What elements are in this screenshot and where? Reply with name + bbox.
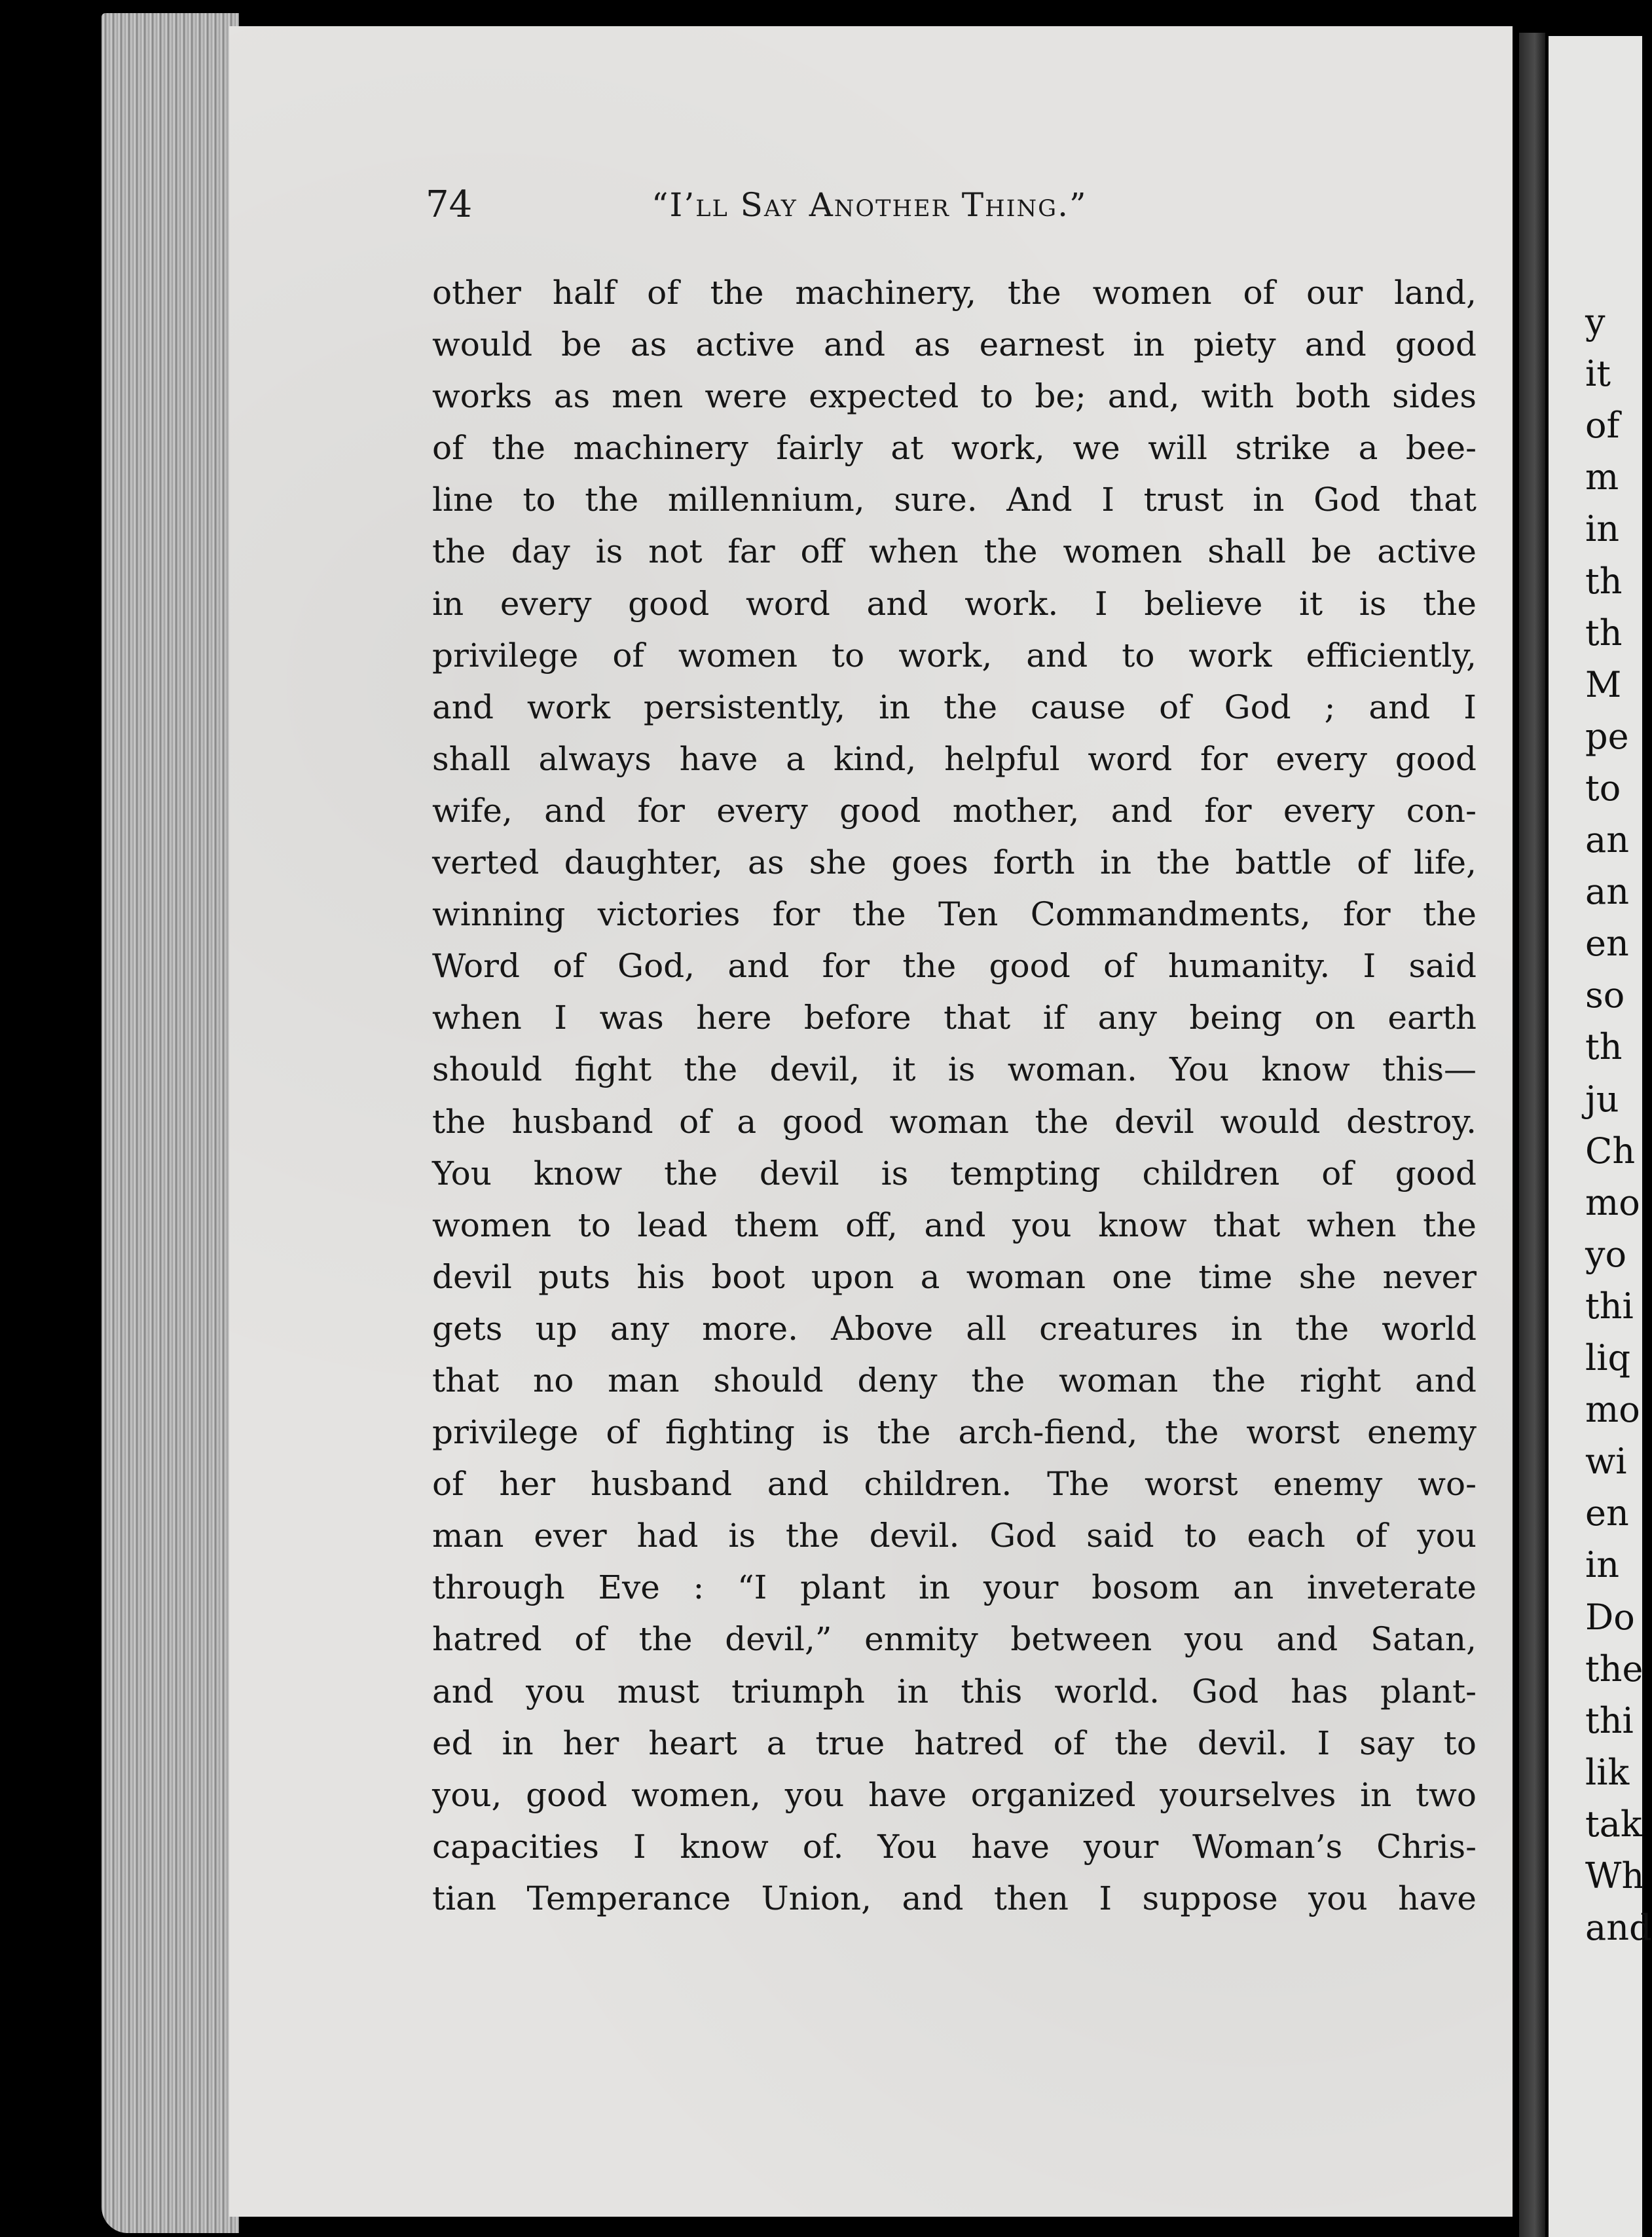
next-page-fragment: so [1585,974,1625,1016]
next-page-fragment: lik [1585,1751,1630,1793]
next-page-fragment: ju [1585,1078,1619,1120]
text-line: man ever had is the devil. God said to each of you [432,1517,1477,1555]
text-line: capacities I know of. You have your Woman’s Chris- [432,1827,1477,1866]
text-line: the day is not far off when the women shall be active [432,532,1477,571]
text-line: when I was here before that if any being on earth [432,999,1477,1037]
next-page-fragment: th [1585,560,1623,602]
next-page-fragment: to [1585,767,1621,809]
text-line: hatred of the devil,” enmity between you and Satan, [432,1620,1477,1659]
next-page-fragment: it [1585,353,1611,395]
next-page-fragment: wi [1585,1441,1627,1483]
text-line: that no man should deny the woman the right and [432,1361,1477,1399]
next-page-fragment: pe [1585,715,1629,757]
text-line: women to lead them off, and you know that when the [432,1206,1477,1244]
text-line: ed in her heart a true hatred of the devil. I say to [432,1724,1477,1762]
text-line: verted daughter, as she goes forth in the battle of life, [432,843,1477,882]
next-page-fragment: th [1585,612,1623,654]
next-page-fragment: y [1585,301,1606,342]
body-text [432,267,1477,1925]
page-header [426,183,1342,236]
text-line: other half of the machinery, the women of our land, [432,274,1477,312]
text-line: of her husband and children. The worst enemy wo- [432,1465,1477,1504]
next-page-fragment: M [1585,663,1622,705]
next-page-fragment: an [1585,819,1629,860]
text-line: gets up any more. Above all creatures in the world [432,1309,1477,1348]
next-page-fragment: en [1585,1492,1629,1534]
running-head: “I’ll Say Another Thing.” [652,186,1088,224]
text-line: the husband of a good woman the devil would destroy. [432,1102,1477,1141]
book-binding [1519,33,1545,2237]
next-page-fragment: en [1585,923,1629,965]
text-line: in every good word and work. I believe it is the [432,584,1477,623]
text-line: of the machinery fairly at work, we will strike a bee- [432,429,1477,468]
text-line: should fight the devil, it is woman. You know this— [432,1050,1477,1089]
next-page-fragment: yo [1585,1233,1627,1275]
next-page-fragment: thi [1585,1699,1634,1741]
text-line: through Eve : “I plant in your bosom an inveterate [432,1568,1477,1607]
text-line: devil puts his boot upon a woman one time she never [432,1257,1477,1296]
text-line: You know the devil is tempting children of good [432,1154,1477,1192]
next-page-fragment: Ch [1585,1130,1636,1172]
text-line: privilege of women to work, and to work efficiently, [432,636,1477,675]
next-page-fragment: tak [1585,1803,1642,1845]
text-line: would be as active and as earnest in piety and good [432,325,1477,364]
text-line: and work persistently, in the cause of God ; and I [432,688,1477,726]
text-line: tian Temperance Union, and then I suppose you have [432,1879,1477,1917]
next-page-fragment: Wh [1585,1855,1645,1896]
text-line: line to the millennium, sure. And I trust in God that [432,481,1477,519]
next-page-fragment: of [1585,405,1620,447]
next-page-fragment: in [1585,508,1620,550]
text-line: and you must triumph in this world. God has plant- [432,1672,1477,1710]
next-page-fragment: an [1585,871,1629,913]
text-line: winning victories for the Ten Commandments, for the [432,895,1477,934]
next-page-fragment: in [1585,1544,1620,1586]
next-page-fragment: mo [1585,1389,1640,1431]
next-page-fragment: Do [1585,1596,1635,1638]
next-page-fragment: m [1585,456,1619,498]
text-line: you, good women, you have organized yourselves in two [432,1775,1477,1814]
next-page-fragment: mo [1585,1181,1640,1223]
text-line: wife, and for every good mother, and for every con- [432,791,1477,830]
next-page-fragment: the [1585,1648,1643,1690]
text-line: works as men were expected to be; and, with both sides [432,377,1477,416]
next-page-fragment: liq [1585,1337,1631,1378]
text-line: Word of God, and for the good of humanity. I said [432,947,1477,986]
next-page-fragment: and [1585,1907,1652,1949]
next-page-fragment: thi [1585,1285,1634,1327]
text-line: privilege of fighting is the arch-fiend, the worst enemy [432,1413,1477,1452]
next-page-edge [1549,36,1652,2237]
text-line: shall always have a kind, helpful word for every good [432,739,1477,778]
page-edges [101,13,239,2233]
page-number: 74 [426,183,473,226]
next-page-fragment: th [1585,1026,1623,1068]
